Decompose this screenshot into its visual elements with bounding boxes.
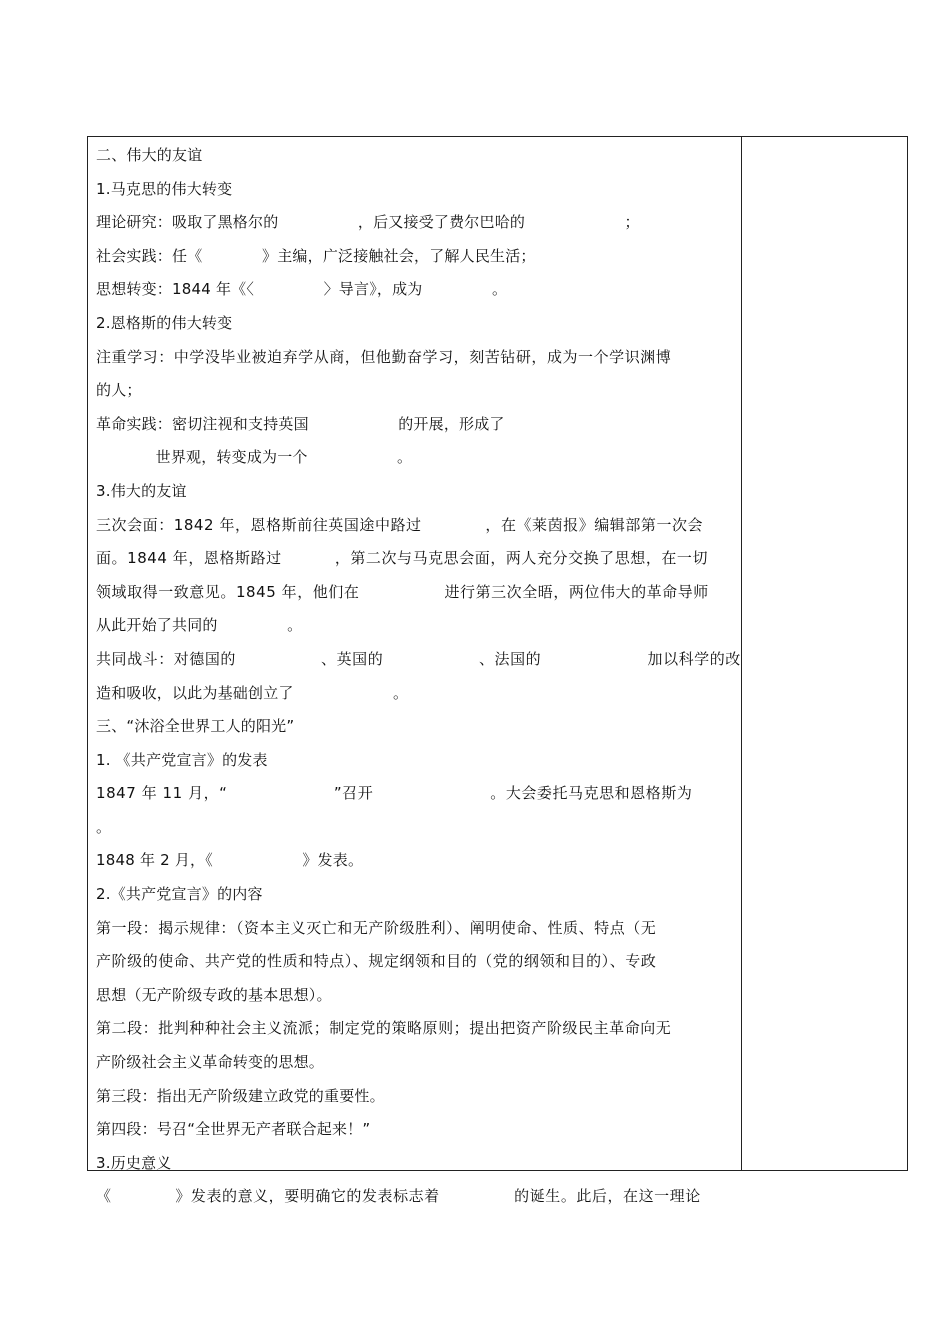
text-line: 理论研究：吸取了黑格尔的 ，后又接受了费尔巴哈的 ； [96, 213, 640, 232]
notes-cell [744, 137, 906, 1170]
text-line: 世界观，转变成为一个 。 [96, 448, 413, 467]
subsection-heading: 2.《共产党宣言》的内容 [96, 885, 263, 904]
text-line: 从此开始了共同的 。 [96, 616, 303, 635]
subsection-heading: 3.历史意义 [96, 1153, 172, 1172]
subsection-heading: 1. 《共产党宣言》的发表 [96, 750, 268, 769]
text-line: 的人； [96, 381, 142, 400]
text-line: 。 [96, 817, 112, 836]
text-line: 第三段：指出无产阶级建立政党的重要性。 [96, 1086, 385, 1105]
column-divider [741, 137, 742, 1170]
subsection-heading: 2.恩格斯的伟大转变 [96, 313, 233, 332]
text-line: 造和吸收，以此为基础创立了 。 [96, 683, 409, 702]
text-line: 第四段：号召“全世界无产者联合起来！” [96, 1120, 371, 1139]
text-line: 思想转变：1844 年《〈 〉导言》，成为 。 [96, 280, 508, 299]
text-line: 领域取得一致意见。1845 年，他们在 进行第三次全晤，两位伟大的革命导师 [96, 582, 709, 601]
text-line: 第一段：揭示规律：（资本主义灭亡和无产阶级胜利）、阐明使命、性质、特点（无 [96, 918, 657, 937]
text-line: 《 》发表的意义，要明确它的发表标志着 的诞生。此后，在这一理论 [96, 1187, 701, 1206]
text-line: 思想（无产阶级专政的基本思想）。 [96, 985, 332, 1004]
text-line: 面。1844 年，恩格斯路过 ，第二次与马克思会面，两人充分交换了思想，在一切 [96, 549, 709, 568]
main-content-cell [96, 139, 741, 1206]
text-line: 共同战斗：对德国的 、英国的 、法国的 加以科学的改 [96, 649, 741, 668]
text-line: 产阶级社会主义革命转变的思想。 [96, 1053, 325, 1072]
document-table [87, 136, 908, 1206]
text-line: 革命实践：密切注视和支持英国 的开展，形成了 [96, 414, 505, 433]
text-line: 三次会面：1842 年，恩格斯前往英国途中路过 ，在《莱茵报》编辑部第一次会 [96, 515, 704, 534]
text-line: 1848 年 2 月，《 》发表。 [96, 851, 364, 870]
section-heading: 三、“沐浴全世界工人的阳光” [96, 717, 295, 736]
text-line: 注重学习：中学没毕业被迫弃学从商，但他勤奋学习，刻苦钻研，成为一个学识渊博 [96, 347, 672, 366]
section-heading: 二、伟大的友谊 [96, 146, 203, 164]
text-line: 社会实践：任《 》主编，广泛接触社会，了解人民生活； [96, 246, 536, 265]
text-line: 第二段：批判种种社会主义流派；制定党的策略原则；提出把资产阶级民主革命向无 [96, 1019, 672, 1038]
subsection-heading: 1.马克思的伟大转变 [96, 179, 233, 198]
subsection-heading: 3.伟大的友谊 [96, 481, 187, 500]
text-line: 1847 年 11 月，“ ”召开 。大会委托马克思和恩格斯为 [96, 784, 693, 803]
text-line: 产阶级的使命、共产党的性质和特点）、规定纲领和目的（党的纲领和目的）、专政 [96, 952, 657, 971]
